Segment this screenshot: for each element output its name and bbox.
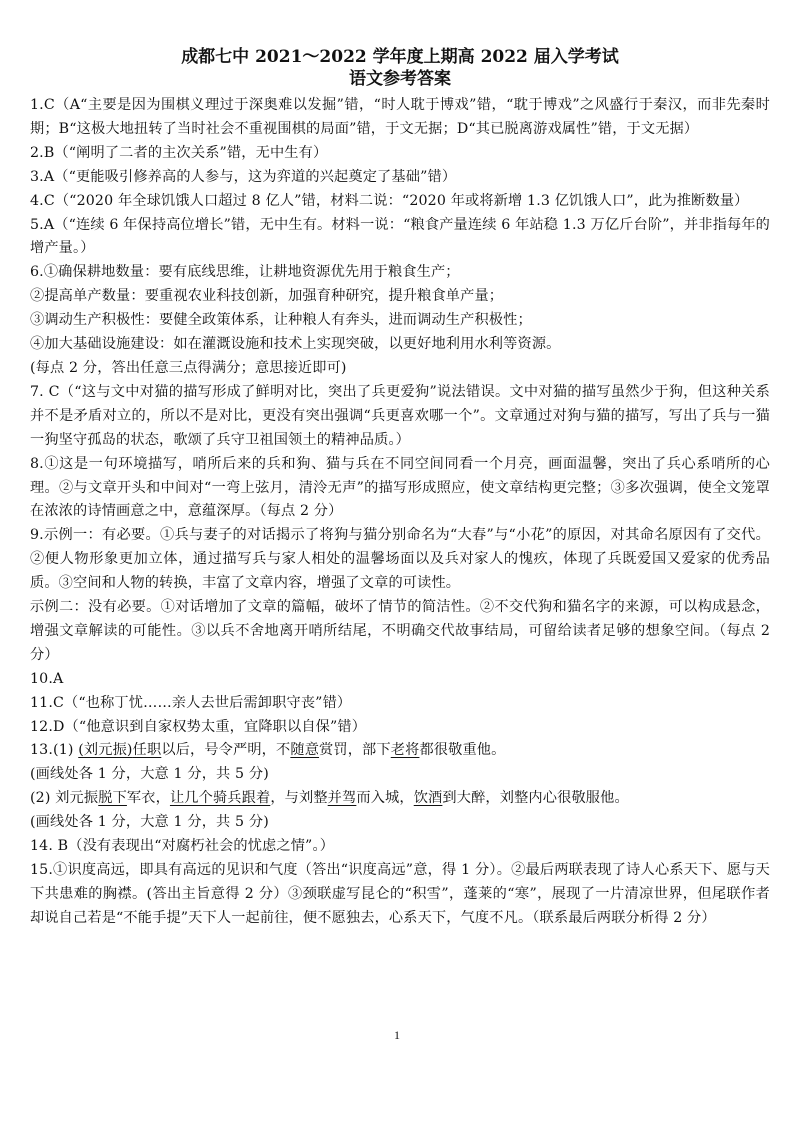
document-title: 成都七中 2021～2022 学年度上期高 2022 届入学考试 [181, 47, 619, 67]
answer-6-point-2: ②提高单产数量：要重视农业科技创新，加强育种研究，提升粮食单产量； [30, 288, 504, 305]
underlined-phrase: 老将 [390, 742, 420, 759]
answer-6-scoring: (每点 2 分，答出任意三点得满分；意思接近即可) [30, 359, 347, 376]
answer-8: 8.①这是一句环境描写，哨所后来的兵和狗、猫与兵在不同空间同看一个月亮，画面温馨，突出了兵心系哨所的心理。②与文章开头和中间对“一弯上弦月，清泠无声”的描写形成照应，使文章结构更完整；③多次强调，使全文笼罩在浓浓的诗情画意之中，意蕴深厚。（每点 2 分） [30, 455, 770, 520]
underlined-phrase: 让几个骑兵跟着 [169, 790, 271, 807]
answer-1: 1.C（A“主要是因为围棋义理过于深奥难以发掘”错，“时人耽于博戏”错，“耽于博戏”之风盛行于秦汉，而非先秦时期；B“这极大地扭转了当时社会不重视围棋的局面”错，于文无据；D“其已脱离游戏属性”错，于文无据） [30, 97, 770, 137]
answer-4: 4.C（“2020 年全球饥饿人口超过 8 亿人”错，材料二说：“2020 年或将新增 1.3 亿饥饿人口”，此为推断数量） [30, 192, 749, 209]
answer-14: 14. B（没有表现出“对腐朽社会的忧虑之情”。） [30, 838, 335, 855]
page-number: 1 [394, 1028, 400, 1042]
underlined-phrase: 随意 [290, 742, 320, 759]
answer-13-1-scoring: (画线处各 1 分，大意 1 分，共 5 分) [30, 766, 269, 783]
answer-13-2: (2) 刘元振脱下军衣，让几个骑兵跟着，与刘整并驾而入城，饮酒到大醉，刘整内心很敬服他。 [30, 790, 629, 807]
answer-9-example-2: 示例二：没有必要。①对话增加了文章的篇幅，破坏了情节的简洁性。②不交代狗和猫名字的来源，可以构成悬念，增强文章解读的可能性。③以兵不舍地离开哨所结尾，不明确交代故事结局，可留给读者足够的想象空间。（每点 2 分） [30, 599, 770, 663]
answer-7: 7. C（“这与文中对猫的描写形成了鲜明对比，突出了兵更爱狗”说法错误。文中对猫的描写虽然少于狗，但这种关系并不是矛盾对立的，所以不是对比，更没有突出强调“兵更喜欢哪一个”。文章通过对狗与猫的描写，写出了兵与一猫一狗坚守孤岛的状态，歌颂了兵守卫祖国领土的精神品质。） [30, 383, 770, 448]
answer-13-1-number: 13.(1) [30, 742, 74, 759]
answer-12: 12.D（“他意识到自家权势太重，宜降职以自保”错） [30, 718, 367, 735]
answer-5: 5.A（“连续 6 年保持高位增长”错，无中生有。材料一说：“粮食产量连续 6 年站稳 1.3 万亿斤台阶”，并非指每年的增产量。） [30, 216, 770, 257]
underlined-phrase: 脱下 [98, 790, 127, 807]
answer-11: 11.C（“也称丁忧……亲人去世后需卸职守丧”错） [30, 694, 352, 711]
answer-13-1: 13.(1) (刘元振)任职以后，号令严明，不随意赏罚，部下老将都很敬重他。 [30, 742, 506, 759]
underlined-phrase: 饮酒 [413, 790, 443, 807]
answer-6-point-3: ③调动生产积极性：要健全政策体系，让种粮人有奔头，进而调动生产积极性； [30, 312, 532, 329]
answer-13-2-scoring: (画线处各 1 分，大意 1 分，共 5 分) [30, 814, 269, 831]
underlined-phrase: 任职 [132, 742, 162, 759]
answer-15: 15.①识度高远，即具有高远的见识和气度（答出“识度高远”意，得 1 分）。②最后两联表现了诗人心系天下、愿与天下共患难的胸襟。(答出主旨意得 2 分）③颈联虚写昆仑的“积雪”，蓬莱的“寒”，展现了一片清凉世界，但尾联作者却说自己若是“不能手提”天下人一起前往，便不愿独去，心系天下，气度不凡。（联系最后两联分析得 2 分） [30, 862, 770, 926]
answer-6-point-4: ④加大基础设施建设：如在灌溉设施和技术上实现突破，以更好地利用水利等资源。 [30, 336, 561, 353]
answer-2: 2.B（“阐明了二者的主次关系”错，无中生有） [30, 144, 328, 161]
answer-9-example-1: 9.示例一：有必要。①兵与妻子的对话揭示了将狗与猫分别命名为“大春”与“小花”的原因，对其命名原因有了交代。②便人物形象更加立体，通过描写兵与家人相处的温馨场面以及兵对家人的愧疚，体现了兵既爱国又爱家的优秀品质。③空间和人物的转换，丰富了文章内容，增强了文章的可读性。 [30, 527, 770, 592]
answer-6-point-1: 6.①确保耕地数量：要有底线思维，让耕地资源优先用于粮食生产； [30, 264, 460, 281]
document-subtitle: 语文参考答案 [349, 69, 451, 89]
underlined-phrase: 并驾 [327, 790, 357, 807]
answer-10: 10.A [30, 670, 64, 687]
answer-3: 3.A（“更能吸引修养高的人参与，这为弈道的兴起奠定了基础”错） [30, 168, 457, 185]
underlined-phrase: (刘元振) [78, 742, 133, 759]
answers-body [30, 94, 770, 931]
